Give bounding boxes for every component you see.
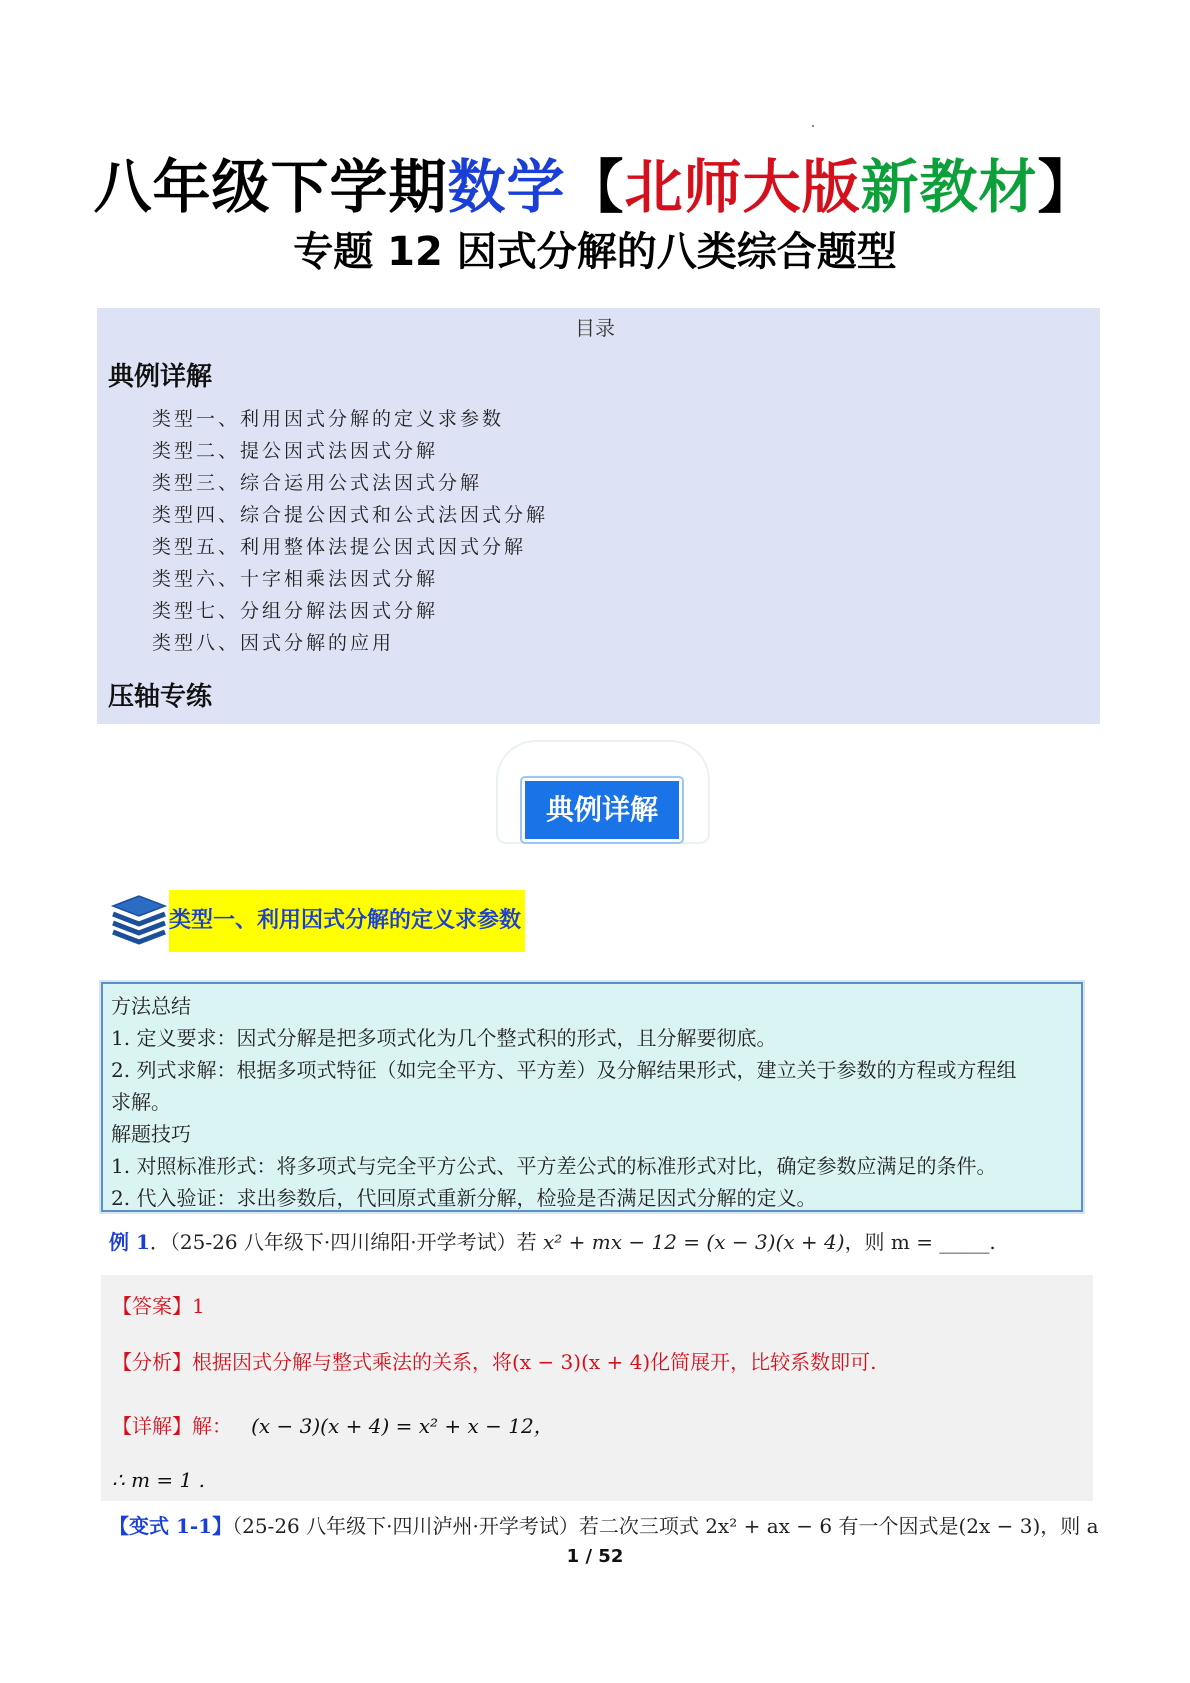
section-heading: 类型一、利用因式分解的定义求参数: [169, 890, 525, 952]
variant-text: （25-26 八年级下·四川泸州·开学考试）若二次三项式 2x² + ax − 6 有一个因式是(2x − 3)，则 a: [232, 1514, 1099, 1538]
toc-item[interactable]: 类型一、利用因式分解的定义求参数: [152, 408, 505, 430]
banner-label: 典例详解: [522, 778, 682, 842]
page-number: 1 / 52: [566, 1546, 624, 1567]
example-expression: x² + mx − 12 = (x − 3)(x + 4): [542, 1230, 845, 1254]
section-banner: [486, 740, 712, 848]
toc-list: [152, 404, 548, 660]
toc-item[interactable]: 类型二、提公因式法因式分解: [152, 440, 439, 462]
example-source: ．（25-26 八年级下·四川绵阳·开学考试）若: [149, 1230, 543, 1254]
answer-box: [101, 1275, 1093, 1501]
method-summary-box: [101, 982, 1083, 1212]
analysis-row: [112, 1346, 877, 1375]
method-line: 1. 定义要求：因式分解是把多项式化为几个整式积的形式，且分解要彻底。: [111, 1026, 777, 1050]
title-bracket-close: 】: [1037, 153, 1097, 221]
answer-label: 【答案】: [112, 1294, 192, 1318]
title-bracket-open: 【: [565, 153, 625, 221]
variant-1-1: [109, 1510, 1099, 1539]
toc-section-examples[interactable]: 典例详解: [108, 362, 213, 392]
toc-item[interactable]: 类型七、分组分解法因式分解: [152, 600, 439, 622]
answer-value: 1: [192, 1294, 205, 1318]
analysis-text: 根据因式分解与整式乘法的关系，将(x − 3)(x + 4)化简展开，比较系数即可.: [192, 1350, 877, 1374]
toc-item[interactable]: 类型三、综合运用公式法因式分解: [152, 472, 483, 494]
conclusion-text: ∴ m = 1 .: [112, 1468, 205, 1492]
method-line: 1. 对照标准形式：将多项式与完全平方公式、平方差公式的标准形式对比，确定参数应满足的条件。: [111, 1154, 997, 1178]
example-label: 例 1: [109, 1230, 150, 1254]
method-line: 2. 列式求解：根据多项式特征（如完全平方、平方差）及分解结果形式，建立关于参数的方程或方程组: [111, 1058, 1017, 1082]
title-part-edition: 新教材: [860, 153, 1038, 221]
example-1: [109, 1226, 996, 1255]
toc-title: 目录: [575, 316, 615, 340]
books-stack-icon: [109, 892, 169, 948]
document-title: [0, 140, 1190, 224]
method-line: 求解。: [111, 1090, 171, 1114]
toc-item[interactable]: 类型四、综合提公因式和公式法因式分解: [152, 504, 549, 526]
answer-row: [112, 1290, 205, 1319]
title-part-subject: 数学: [447, 153, 566, 221]
toc-section-practice[interactable]: 压轴专练: [108, 682, 213, 712]
toc-item[interactable]: 类型八、因式分解的应用: [152, 632, 395, 654]
title-part-grade: 八年级下学期: [93, 153, 448, 221]
example-question: ，则 m = _____.: [844, 1230, 996, 1254]
detail-row: [112, 1410, 554, 1439]
method-line: 2. 代入验证：求出参数后，代回原式重新分解，检验是否满足因式分解的定义。: [111, 1186, 817, 1210]
toc-item[interactable]: 类型五、利用整体法提公因式因式分解: [152, 536, 527, 558]
variant-label: 【变式 1-1】: [109, 1514, 233, 1538]
detail-expression: (x − 3)(x + 4) = x² + x − 12，: [251, 1414, 554, 1438]
method-line: 方法总结: [111, 994, 191, 1018]
detail-label: 【详解】: [112, 1414, 192, 1438]
speck: [812, 125, 814, 127]
title-part-publisher: 北师大版: [624, 153, 861, 221]
conclusion-row: [112, 1468, 205, 1492]
toc-item[interactable]: 类型六、十字相乘法因式分解: [152, 568, 439, 590]
analysis-label: 【分析】: [112, 1350, 192, 1374]
detail-text: 解：: [192, 1414, 232, 1438]
document-subtitle: 专题 12 因式分解的八类综合题型: [293, 229, 897, 275]
method-line: 解题技巧: [111, 1122, 191, 1146]
